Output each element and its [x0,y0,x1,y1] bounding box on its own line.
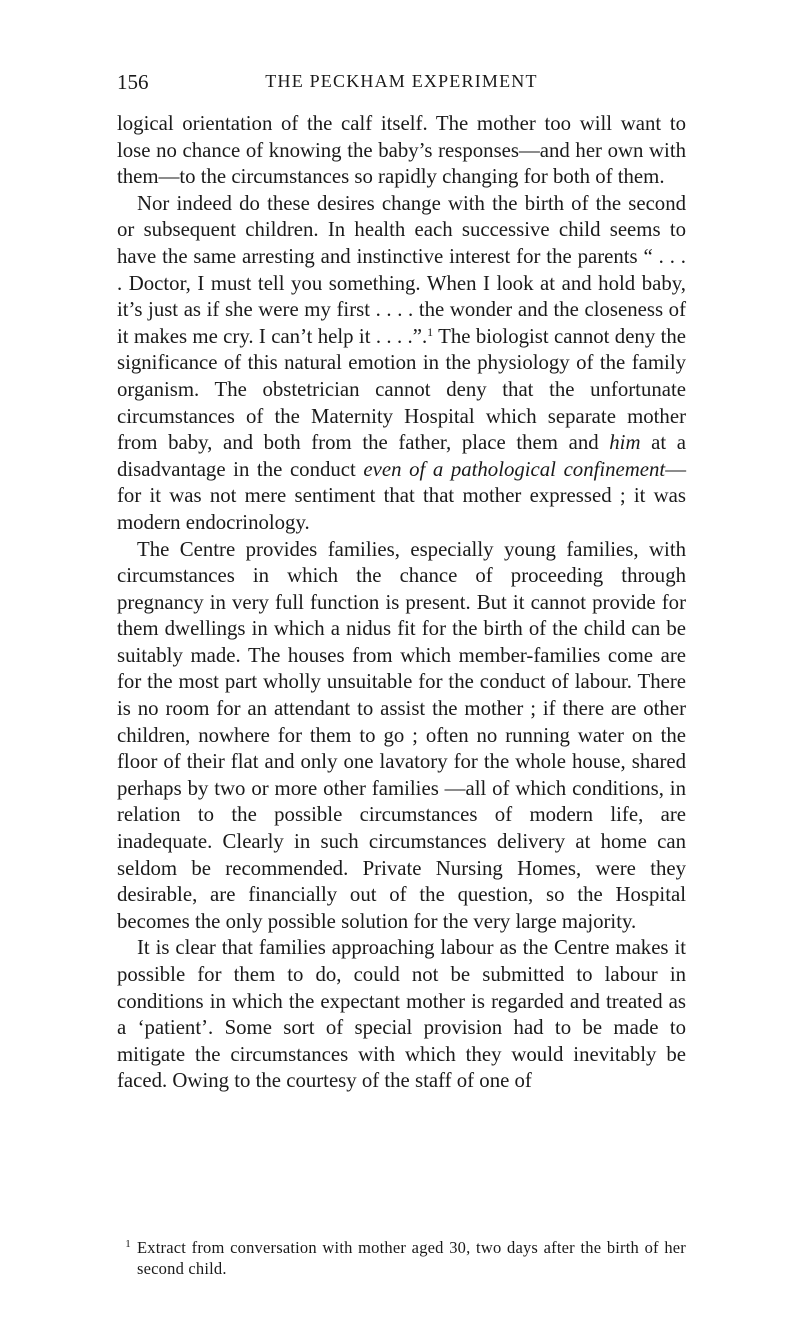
emphasis-him: him [609,431,641,455]
paragraph-2-continuation-a: The biologist cannot deny the significance of this natural emotion in the physiology of the family organism. The obstetrician cannot deny that the unfortunate circumstances of the Maternity Hospital which separate mother from baby, and both from the father, place them and [117,324,686,455]
running-title: THE PECKHAM EXPERIMENT [265,71,538,91]
paragraph-2-continuation-c: —for it was not mere sentiment that that mother expressed ; it was modern endocrinology. [117,457,686,534]
paragraph-1: logical orientation of the calf itself. The mother too will want to lose no chance of knowing the baby’s responses—and her own with them—to the circumstances so rapidly changing for both of them. [117,112,686,189]
paragraph-2-continuation-b: at a disadvantage in the conduct [117,431,686,481]
body-text [117,111,686,1095]
footnote: 1 Extract from conversation with mother aged 30, two days after the birth of her second child. [125,1238,686,1278]
page-header [117,70,686,100]
paragraph-3: The Centre provides families, especially young families, with circumstances in which the chance of proceeding through pregnancy in very full function is present. But it cannot provide for them dwellings in which a nidus fit for the birth of the child can be suitably made. The houses from which member-families come are for the most part wholly unsuitable for the conduct of labour. There is no room for an attendant to assist the mother ; if there are other children, nowhere for them to go ; often no running water on the floor of their flat and only one lavatory for the whole house, shared perhaps by two or more other families —all of which conditions, in relation to the possible circumstances of modern life, are inadequate. Clearly in such circumstances delivery at home can seldom be recommended. Private Nursing Homes, were they desirable, are financially out of the question, so the Hospital becomes the only possible solution for the very large majority. [117,537,686,933]
paragraph-2 [117,191,686,537]
emphasis-pathological-confinement: even of a pathological confinement [363,457,666,481]
page-number: 156 [117,70,149,94]
footnote-reference: 1 [427,324,434,339]
paragraph-4: It is clear that families approaching labour as the Centre makes it possible for them to do, could not be submitted to labour in conditions in which the expectant mother is regarded and treated as a ‘patient’. Some sort of special provision had to be made to mitigate the circumstances with which they would inevitably be faced. Owing to the courtesy of the staff of one of [117,936,686,1093]
footnote-text: Extract from conversation with mother aged 30, two days after the birth of her second child. [137,1238,686,1278]
paragraph-2-quote: Nor indeed do these desires change with the birth of the second or subsequent children. In health each successive child seems to have the same arresting and instinctive interest for the parents “ . . . . Doctor, I must tell you something. When I look at and hold baby, it’s just as if she were my first . . . . the wonder and the closeness of it makes me cry. I can’t help it . . . .”. [117,191,686,348]
